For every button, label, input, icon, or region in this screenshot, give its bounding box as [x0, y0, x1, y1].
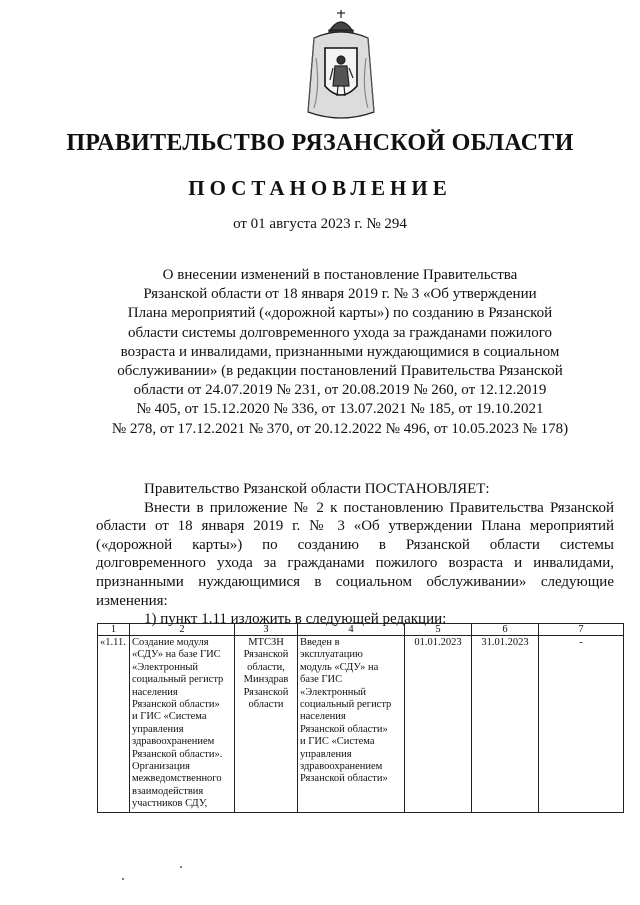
- cell-line: и ГИС «Система: [132, 711, 207, 723]
- subject-line: обслуживании» (в редакции постановлений Правительства Рязанской: [117, 363, 563, 380]
- subject-line: области системы долговременного ухода за гражданами пожилого: [127, 324, 553, 341]
- subject-line: О внесении изменений в постановление Правительства: [162, 267, 518, 283]
- table-header-cell: 4: [298, 624, 405, 636]
- start-date-cell: 01.01.2023: [405, 636, 472, 813]
- result-cell: [298, 636, 405, 813]
- subject-line: № 405, от 15.12.2020 № 336, от 13.07.2021 № 185, от 19.10.2021: [136, 401, 544, 418]
- table-header-cell: 7: [539, 624, 624, 636]
- cell-line: Введен в: [300, 637, 340, 648]
- cell-line: МТСЗН: [248, 637, 284, 648]
- document-type: ПОСТАНОВЛЕНИЕ: [188, 176, 452, 200]
- subject-line: Рязанской области от 18 января 2019 г. № 3 «Об утверждении: [143, 286, 537, 303]
- ryazan-coat-of-arms-icon: [300, 8, 382, 126]
- resolve-paragraph: Правительство Рязанской области ПОСТАНОВЛЯЕТ:: [144, 481, 490, 497]
- cell-line: области,: [247, 661, 285, 673]
- cell-line: управления: [132, 723, 184, 735]
- organization-title: ПРАВИТЕЛЬСТВО РЯЗАНСКОЙ ОБЛАСТИ: [66, 130, 574, 156]
- table-header-row: [98, 624, 624, 636]
- document-date-number: от 01 августа 2023 г. № 294: [233, 216, 407, 232]
- cell-line: Рязанской области»: [300, 723, 388, 735]
- table-header-cell: 5: [405, 624, 472, 636]
- document-body: [96, 480, 614, 629]
- cell-line: межведомственного: [132, 773, 222, 785]
- cell-line: социальный регистр: [300, 699, 392, 711]
- table-header-cell: 3: [235, 624, 298, 636]
- scan-speck: [122, 878, 124, 880]
- amendment-table: [97, 623, 624, 813]
- cell-line: участников СДУ,: [132, 798, 208, 810]
- cell-line: Создание модуля: [132, 637, 209, 648]
- cell-line: и ГИС «Система: [300, 736, 375, 748]
- item-1-paragraph: 1) пункт 1.11 изложить в следующей редакции:: [144, 611, 447, 628]
- cell-line: «СДУ» на базе ГИС: [132, 649, 221, 661]
- cell-line: Рязанской: [243, 649, 289, 661]
- cell-line: Минздрав: [243, 674, 289, 686]
- cell-line: Рязанской: [243, 686, 289, 698]
- cell-line: области: [248, 699, 284, 711]
- document-subject: [100, 266, 580, 439]
- cell-line: модуль «СДУ» на: [300, 661, 379, 673]
- cell-line: здравоохранением: [300, 761, 383, 773]
- cell-line: Рязанской области»: [300, 773, 388, 785]
- table-header-cell: 6: [472, 624, 539, 636]
- subject-line: № 278, от 17.12.2021 № 370, от 20.12.2022 № 496, от 10.05.2023 № 178): [111, 420, 569, 437]
- event-cell: [130, 636, 235, 813]
- subject-line: возраста и инвалидами, признанными нуждающимися в социальном: [120, 343, 560, 360]
- cell-line: Рязанской области».: [132, 748, 223, 760]
- executor-cell: [235, 636, 298, 813]
- table-header-cell: 1: [98, 624, 130, 636]
- column-7-cell: -: [539, 636, 624, 813]
- cell-line: эксплуатацию: [300, 649, 363, 661]
- cell-line: Рязанской области»: [132, 699, 220, 711]
- scan-speck: [180, 866, 182, 868]
- subject-line: области от 24.07.2019 № 231, от 20.08.2019 № 260, от 12.12.2019: [133, 382, 547, 399]
- cell-line: управления: [300, 748, 352, 760]
- cell-line: «Электронный: [132, 661, 199, 673]
- table-header-cell: 2: [130, 624, 235, 636]
- cell-line: социальный регистр: [132, 674, 224, 686]
- end-date-cell: 31.01.2023: [472, 636, 539, 813]
- cell-line: «Электронный: [300, 686, 367, 698]
- cell-line: населения: [300, 711, 346, 723]
- item-number-cell: «1.11.: [98, 636, 130, 813]
- cell-line: населения: [132, 686, 178, 698]
- cell-line: взаимодействия: [132, 785, 204, 797]
- cell-line: базе ГИС: [300, 674, 343, 686]
- cell-line: Организация: [132, 761, 190, 773]
- table-row: [98, 636, 624, 813]
- amendment-paragraph: Внести в приложение № 2 к постановлению Правительства Рязанской области от 18 января 2019 г. № 3 «Об утверждении Плана мероприятий («дорожной карты») по созданию в Рязанской области системы долговременного ухода за гражданами пожилого возраста и инвалидами, признанными нуждающимися в социальном обслуживании» следующие изменения:: [96, 499, 614, 609]
- subject-line: Плана мероприятий («дорожной карты») по созданию в Рязанской: [127, 305, 553, 322]
- cell-line: здравоохранением: [132, 736, 215, 748]
